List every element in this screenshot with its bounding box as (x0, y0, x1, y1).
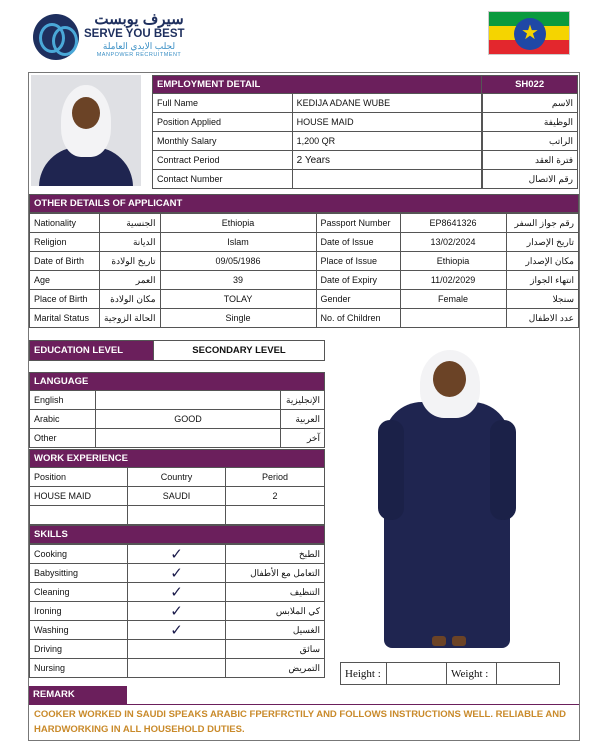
weight-label: Weight : (447, 663, 497, 685)
education-value: SECONDARY LEVEL (154, 341, 325, 361)
skill-check (128, 640, 226, 659)
skill-label: Driving (30, 640, 128, 659)
height-value (387, 663, 447, 685)
skill-label-ar: التنظيف (226, 583, 325, 602)
table-row (30, 659, 325, 678)
height-label: Height : (341, 663, 387, 685)
education-table (29, 340, 325, 361)
brand-arabic-tagline: لجلب الايدي العاملة (102, 41, 176, 51)
applicant-field-value: 13/02/2024 (400, 233, 506, 252)
salary-value: 1,200 QR (292, 132, 482, 151)
company-logo (33, 14, 79, 60)
applicant-field-value: 09/05/1986 (160, 252, 316, 271)
language-table (29, 372, 325, 448)
field-label-ar: الراتب (483, 132, 578, 151)
table-row (30, 271, 579, 290)
applicant-field-label-ar: العمر (100, 271, 161, 290)
applicant-field-value: 39 (160, 271, 316, 290)
language-level (96, 429, 281, 448)
skills-header: SKILLS (30, 526, 325, 544)
applicant-field-label-ar: تاريخ الولادة (100, 252, 161, 271)
table-row (30, 602, 325, 621)
language-label: Other (30, 429, 96, 448)
language-label-ar: آخر (281, 429, 325, 448)
skills-table (29, 525, 325, 544)
work-position: HOUSE MAID (30, 487, 128, 506)
applicant-field-value: Ethiopia (160, 214, 316, 233)
contract-value: 2 Years (292, 151, 482, 170)
measurements-table (340, 662, 560, 685)
applicant-details-header: OTHER DETAILS OF APPLICANT (30, 195, 579, 213)
applicant-field-label: Date of Issue (316, 233, 400, 252)
skill-check (128, 564, 226, 583)
language-header: LANGUAGE (30, 373, 325, 391)
brand-name: SERVE YOU BEST (84, 28, 185, 40)
table-row (153, 113, 578, 132)
applicant-field-value: EP8641326 (400, 214, 506, 233)
logo-emblem-icon (33, 14, 79, 60)
applicant-field-label: Place of Birth (30, 290, 100, 309)
work-experience-table (29, 449, 325, 525)
field-label: Contact Number (153, 170, 293, 189)
language-label: English (30, 391, 96, 410)
work-experience-header: WORK EXPERIENCE (30, 450, 325, 468)
applicant-field-value (400, 309, 506, 328)
language-label-ar: العربية (281, 410, 325, 429)
applicant-details-rows (29, 213, 579, 328)
applicant-field-label: Religion (30, 233, 100, 252)
table-row (30, 309, 579, 328)
table-row (30, 487, 325, 506)
table-row (30, 391, 325, 410)
position-value: HOUSE MAID (292, 113, 482, 132)
applicant-field-label-ar: الحالة الزوجية (100, 309, 161, 328)
applicant-field-value: Ethiopia (400, 252, 506, 271)
remark-text: COOKER WORKED IN SAUDI SPEAKS ARABIC FPERFRCTILY AND FOLLOWS INSTRUCTIONS WELL. RELIABLE AND HARDWORKING IN ALL HOUSEHOLD DUTIES. (34, 709, 567, 735)
checkmark-icon: ✓ (170, 545, 183, 563)
applicant-field-label: No. of Children (316, 309, 400, 328)
applicant-details-table (29, 194, 579, 213)
skill-check (128, 659, 226, 678)
table-row (30, 233, 579, 252)
skill-label-ar: الطبخ (226, 545, 325, 564)
table-row (30, 506, 325, 525)
field-label: Position Applied (153, 113, 293, 132)
language-level (96, 391, 281, 410)
column-header: Period (226, 468, 325, 487)
applicant-field-label: Date of Birth (30, 252, 100, 271)
checkmark-icon: ✓ (170, 621, 183, 639)
skill-label: Nursing (30, 659, 128, 678)
skill-label: Babysitting (30, 564, 128, 583)
skill-check (128, 583, 226, 602)
checkmark-icon: ✓ (170, 564, 183, 582)
table-row (30, 621, 325, 640)
applicant-field-label-ar: مكان الولادة (100, 290, 161, 309)
field-label-ar: فترة العقد (483, 151, 578, 170)
education-label: EDUCATION LEVEL (30, 341, 154, 361)
skill-check (128, 602, 226, 621)
table-row (30, 545, 325, 564)
skill-label-ar: كي الملابس (226, 602, 325, 621)
language-label: Arabic (30, 410, 96, 429)
applicant-field-value: TOLAY (160, 290, 316, 309)
applicant-field-label: Age (30, 271, 100, 290)
ethiopia-flag-icon (488, 11, 570, 55)
applicant-field-label-ar: عدد الاطفال (506, 309, 578, 328)
table-row (153, 94, 578, 113)
applicant-field-value: 11/02/2029 (400, 271, 506, 290)
applicant-field-label: Date of Expiry (316, 271, 400, 290)
table-row (30, 290, 579, 309)
brand-arabic-name: سيرف يوبست (94, 11, 184, 28)
applicant-field-label-ar: تاريخ الإصدار (506, 233, 578, 252)
field-label: Contract Period (153, 151, 293, 170)
column-header: Country (128, 468, 226, 487)
applicant-code: SH022 (482, 76, 578, 94)
weight-value (497, 663, 560, 685)
applicant-field-label: Marital Status (30, 309, 100, 328)
applicant-field-label-ar: سنجلا (506, 290, 578, 309)
field-label: Monthly Salary (153, 132, 293, 151)
full-name-value: KEDIJA ADANE WUBE (292, 94, 482, 113)
table-row (30, 410, 325, 429)
applicant-field-value: Islam (160, 233, 316, 252)
skill-label: Cooking (30, 545, 128, 564)
table-row (30, 429, 325, 448)
skill-label-ar: التمريض (226, 659, 325, 678)
skill-check (128, 545, 226, 564)
applicant-field-value: Single (160, 309, 316, 328)
language-level: GOOD (96, 410, 281, 429)
skill-label: Washing (30, 621, 128, 640)
employment-detail-table (152, 75, 578, 189)
applicant-field-label: Place of Issue (316, 252, 400, 271)
applicant-field-label: Passport Number (316, 214, 400, 233)
work-country: SAUDI (128, 487, 226, 506)
applicant-field-label: Nationality (30, 214, 100, 233)
table-row (30, 583, 325, 602)
skill-label: Cleaning (30, 583, 128, 602)
field-label-ar: الوظيفة (483, 113, 578, 132)
applicant-field-label-ar: مكان الإصدار (506, 252, 578, 271)
table-row (30, 214, 579, 233)
field-label: Full Name (153, 94, 293, 113)
checkmark-icon: ✓ (170, 583, 183, 601)
applicant-portrait (31, 75, 141, 186)
skill-check (128, 621, 226, 640)
table-row (153, 132, 578, 151)
brand-tagline: MANPOWER RECRUITMENT (96, 52, 182, 58)
language-label-ar: الإنجليزية (281, 391, 325, 410)
table-row (30, 252, 579, 271)
skill-label: Ironing (30, 602, 128, 621)
applicant-field-label-ar: الجنسية (100, 214, 161, 233)
table-row (153, 151, 578, 170)
skill-label-ar: سائق (226, 640, 325, 659)
column-header: Position (30, 468, 128, 487)
contact-value (292, 170, 482, 189)
applicant-full-photo (332, 340, 579, 660)
applicant-field-value: Female (400, 290, 506, 309)
skills-rows (29, 544, 325, 678)
work-period: 2 (226, 487, 325, 506)
applicant-field-label-ar: رقم جواز السفر (506, 214, 578, 233)
table-row (30, 640, 325, 659)
field-label-ar: رقم الاتصال (483, 170, 578, 189)
employment-detail-header: EMPLOYMENT DETAIL (153, 76, 482, 94)
applicant-field-label-ar: الديانة (100, 233, 161, 252)
skill-label-ar: الغسيل (226, 621, 325, 640)
skill-label-ar: التعامل مع الأطفال (226, 564, 325, 583)
table-row (153, 170, 578, 189)
applicant-field-label: Gender (316, 290, 400, 309)
field-label-ar: الاسم (483, 94, 578, 113)
company-brand (84, 12, 194, 58)
remark-header: REMARK (29, 686, 127, 704)
checkmark-icon: ✓ (170, 602, 183, 620)
table-row (30, 468, 325, 487)
table-row (30, 564, 325, 583)
applicant-field-label-ar: انتهاء الجواز (506, 271, 578, 290)
